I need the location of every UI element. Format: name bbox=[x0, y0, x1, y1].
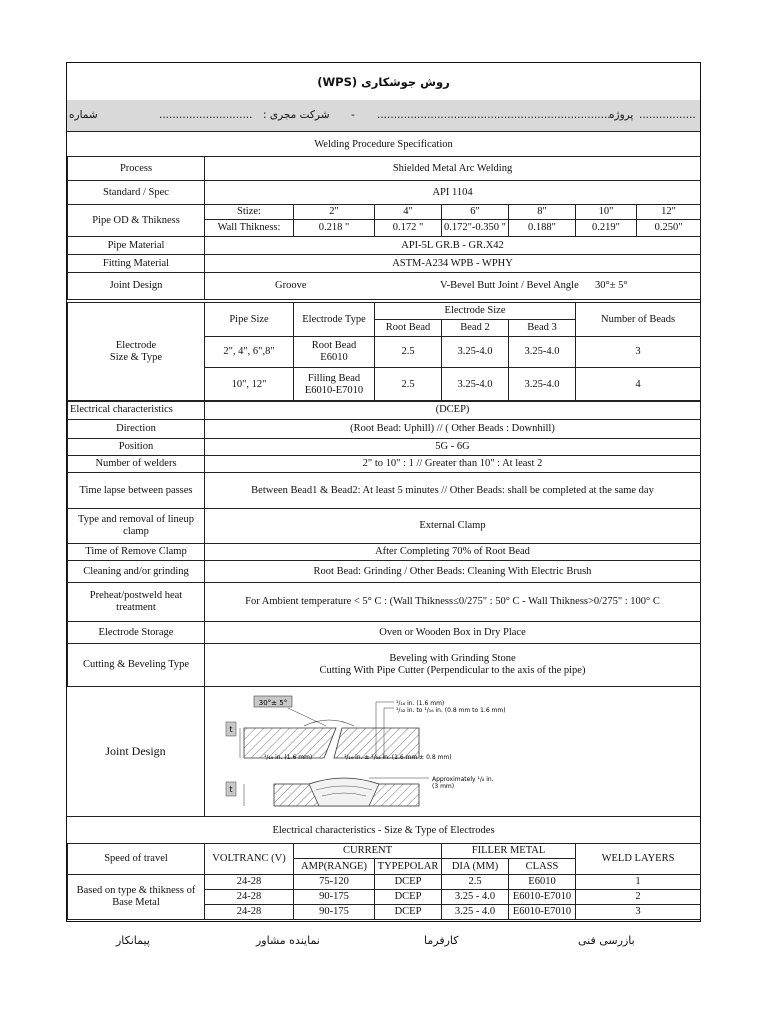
cutting-value-line1: Beveling with Grinding Stone bbox=[389, 653, 516, 665]
volt-header: VOLTRANC (V) bbox=[205, 844, 294, 875]
spec-table bbox=[67, 156, 701, 300]
preheat-row bbox=[68, 583, 701, 622]
dash: - bbox=[351, 109, 355, 121]
standard-label: Standard / Spec bbox=[68, 181, 205, 205]
joint-drawing bbox=[204, 686, 700, 816]
class-header: CLASS bbox=[509, 859, 576, 875]
bead2-cell: 3.25-4.0 bbox=[442, 368, 509, 402]
thickness-mark: t bbox=[229, 725, 233, 734]
remove-clamp-value: After Completing 70% of Root Bead bbox=[205, 544, 701, 561]
pipe-material-value: API-5L GR.B - GR.X42 bbox=[205, 237, 701, 255]
bevel-angle: 30°± 5° bbox=[595, 280, 628, 291]
cutting-value bbox=[205, 644, 701, 687]
table-row bbox=[68, 875, 701, 890]
electrode-type-line2: E6010 bbox=[320, 352, 348, 363]
bevel-arc bbox=[304, 720, 354, 726]
polar-cell: DCEP bbox=[375, 875, 442, 890]
root-bead-cell: 2.5 bbox=[375, 368, 442, 402]
speed-header: Speed of travel bbox=[68, 844, 205, 875]
time-lapse-label: Time lapse between passes bbox=[68, 473, 205, 509]
process-row bbox=[68, 157, 701, 181]
electrode-size-header: Electrode Size bbox=[375, 303, 576, 320]
polar-cell: DCEP bbox=[375, 890, 442, 905]
signature-employer: کارفرما bbox=[424, 934, 459, 947]
pipe-size-row bbox=[68, 205, 701, 220]
time-lapse-value: Between Bead1 & Bead2: At least 5 minutes // Other Beads: shall be completed at the same day bbox=[205, 473, 701, 509]
direction-value: (Root Bead: Uphill) // ( Other Beads : Downhill) bbox=[205, 420, 701, 439]
cleaning-value: Root Bead: Grinding / Other Beads: Cleaning With Electric Brush bbox=[205, 561, 701, 583]
amp-cell: 90-175 bbox=[294, 890, 375, 905]
speed-value: Based on type & thikness of Base Metal bbox=[68, 875, 205, 920]
position-row bbox=[68, 439, 701, 456]
root-bead-header: Root Bead bbox=[375, 320, 442, 337]
bead2-cell: 3.25-4.0 bbox=[442, 337, 509, 368]
joint-design-label: Joint Design bbox=[68, 273, 205, 300]
amp-cell: 90-175 bbox=[294, 905, 375, 920]
note-tolerance: ¹/₁₆ in. ± ¹/₃₂ in. (1.6 mm ± 0.8 mm) bbox=[344, 754, 452, 761]
standard-row bbox=[68, 181, 701, 205]
electrode-label-line1: Electrode bbox=[115, 340, 157, 352]
remove-clamp-label: Time of Remove Clamp bbox=[68, 544, 205, 561]
cutting-label: Cutting & Beveling Type bbox=[68, 644, 205, 687]
electrical-value: (DCEP) bbox=[205, 401, 701, 420]
weld-cap bbox=[309, 778, 379, 806]
angle-tag-text: 30°± 5° bbox=[258, 699, 288, 707]
volt-cell: 24-28 bbox=[205, 905, 294, 920]
electrode-type-header: Electrode Type bbox=[294, 303, 375, 337]
joint-design-value bbox=[205, 273, 701, 300]
cutting-value-line2: Cutting With Pipe Cutter (Perpendicular to the axis of the pipe) bbox=[319, 665, 586, 676]
note-gap: ¹/₁₆ in. (1.6 mm) bbox=[396, 700, 445, 707]
preheat-value: For Ambient temperature < 5° C : (Wall Thikness≤0/275" : 50° C - Wall Thikness>0/275" : 100° C bbox=[205, 583, 701, 622]
wall-value: 0.172 " bbox=[375, 220, 442, 237]
typepolar-header: TYPEPOLAR bbox=[375, 859, 442, 875]
fitting-material-row bbox=[68, 255, 701, 273]
pipe-size-header: Pipe Size bbox=[205, 303, 294, 337]
dia-header: DIA (MM) bbox=[442, 859, 509, 875]
electrical-table bbox=[67, 843, 701, 920]
number-of-beads-header: Number of Beads bbox=[576, 303, 701, 337]
electrode-type-line2: E6010-E7010 bbox=[304, 384, 364, 396]
electrode-header-row bbox=[68, 303, 701, 320]
contractor-label: شرکت مجری : bbox=[263, 109, 330, 121]
class-cell: E6010 bbox=[509, 875, 576, 890]
joint-design-row bbox=[68, 273, 701, 300]
lineup-clamp-value: External Clamp bbox=[205, 509, 701, 544]
header-info-row bbox=[67, 100, 700, 132]
position-label: Position bbox=[68, 439, 205, 456]
polar-cell: DCEP bbox=[375, 905, 442, 920]
wall-value: 0.219" bbox=[576, 220, 637, 237]
leader-line bbox=[288, 708, 326, 726]
current-header: CURRENT bbox=[294, 844, 442, 859]
pipe-size-cell: 10", 12" bbox=[205, 368, 294, 402]
direction-row bbox=[68, 420, 701, 439]
bead3-cell: 3.25-4.0 bbox=[509, 337, 576, 368]
layers-header: WELD LAYERS bbox=[576, 844, 701, 875]
joint-drawing-label: Joint Design bbox=[67, 686, 205, 817]
wall-value: 0.172"-0.350 " bbox=[442, 220, 509, 237]
size-value: 8" bbox=[509, 205, 576, 220]
electrode-label bbox=[68, 303, 205, 402]
pipe-od-label: Pipe OD & Thikness bbox=[68, 205, 205, 237]
electrode-type-line1: Filling Bead bbox=[307, 372, 361, 384]
bevel-text: V-Bevel Butt Joint / Bevel Angle bbox=[440, 280, 579, 291]
beads-count-cell: 3 bbox=[576, 337, 701, 368]
cleaning-row bbox=[68, 561, 701, 583]
welders-row bbox=[68, 456, 701, 473]
electrodes-table-title: Electrical characteristics - Size & Type of Electrodes bbox=[67, 817, 700, 844]
electrode-type-line1: Root Bead bbox=[311, 340, 357, 352]
contractor-dots: ............................ bbox=[159, 109, 253, 121]
remove-clamp-row bbox=[68, 544, 701, 561]
thickness-mark: t bbox=[229, 785, 233, 794]
volt-cell: 24-28 bbox=[205, 875, 294, 890]
time-lapse-row bbox=[68, 473, 701, 509]
signature-consultant: نماینده مشاور bbox=[256, 934, 320, 947]
note-bevel-root: ¹/₁₆ in. (1.6 mm) bbox=[264, 754, 313, 761]
class-cell: E6010-E7010 bbox=[509, 890, 576, 905]
size-value: 6" bbox=[442, 205, 509, 220]
electrical-label: Electrical characteristics bbox=[68, 401, 205, 420]
pipe-size-cell: 2", 4", 6",8" bbox=[205, 337, 294, 368]
preheat-label: Preheat/postweld heat treatment bbox=[68, 583, 205, 622]
joint-drawing-area bbox=[204, 686, 700, 817]
position-value: 5G - 6G bbox=[205, 439, 701, 456]
cutting-row bbox=[68, 644, 701, 687]
class-cell: E6010-E7010 bbox=[509, 905, 576, 920]
volt-cell: 24-28 bbox=[205, 890, 294, 905]
lineup-clamp-row bbox=[68, 509, 701, 544]
direction-label: Direction bbox=[68, 420, 205, 439]
filler-header: FILLER METAL bbox=[442, 844, 576, 859]
storage-row bbox=[68, 622, 701, 644]
standard-value: API 1104 bbox=[205, 181, 701, 205]
project-dots: ....................................................................... bbox=[377, 109, 614, 121]
note-root-face: ¹/₃₂ in. to ¹/₁₆ in. (0.8 mm to 1.6 mm) bbox=[396, 707, 506, 714]
fitting-material-label: Fitting Material bbox=[68, 255, 205, 273]
beads-count-cell: 4 bbox=[576, 368, 701, 402]
fitting-material-value: ASTM-A234 WPB - WPHY bbox=[205, 255, 701, 273]
note-reinforcement: Approximately ¹/₈ in. bbox=[432, 776, 494, 783]
signature-contractor: پیمانکار bbox=[116, 934, 150, 947]
bead2-header: Bead 2 bbox=[442, 320, 509, 337]
electrode-type-cell bbox=[294, 368, 375, 402]
amp-cell: 75-120 bbox=[294, 875, 375, 890]
size-value: 12" bbox=[637, 205, 701, 220]
number-label: شماره bbox=[69, 109, 98, 121]
project-dots-end: ................. bbox=[639, 109, 696, 121]
dia-cell: 2.5 bbox=[442, 875, 509, 890]
size-value: 4" bbox=[375, 205, 442, 220]
bead3-header: Bead 3 bbox=[509, 320, 576, 337]
process-value: Shielded Metal Arc Welding bbox=[205, 157, 701, 181]
welders-value: 2" to 10" : 1 // Greater than 10" : At least 2 bbox=[205, 456, 701, 473]
project-label: پروژه bbox=[609, 109, 634, 121]
wall-label: Wall Thikness: bbox=[205, 220, 294, 237]
dia-cell: 3.25 - 4.0 bbox=[442, 905, 509, 920]
process-label: Process bbox=[68, 157, 205, 181]
layer-cell: 1 bbox=[576, 875, 701, 890]
bead3-cell: 3.25-4.0 bbox=[509, 368, 576, 402]
pipe-material-label: Pipe Material bbox=[68, 237, 205, 255]
electrical-row bbox=[68, 401, 701, 420]
document-title: روش جوشکاری (WPS) bbox=[67, 63, 700, 101]
procedure-table bbox=[67, 400, 701, 687]
lineup-clamp-label: Type and removal of lineup clamp bbox=[68, 509, 205, 544]
cleaning-label: Cleaning and/or grinding bbox=[68, 561, 205, 583]
size-label: Stize: bbox=[205, 205, 294, 220]
pipe-material-row bbox=[68, 237, 701, 255]
electrode-type-cell bbox=[294, 337, 375, 368]
amp-header: AMP(RANGE) bbox=[294, 859, 375, 875]
layer-cell: 2 bbox=[576, 890, 701, 905]
groove-text: Groove bbox=[275, 280, 307, 291]
storage-value: Oven or Wooden Box in Dry Place bbox=[205, 622, 701, 644]
welders-label: Number of welders bbox=[68, 456, 205, 473]
electrical-header-row bbox=[68, 844, 701, 859]
size-value: 2" bbox=[294, 205, 375, 220]
note-reinforcement-mm: (3 mm) bbox=[432, 783, 455, 790]
layer-cell: 3 bbox=[576, 905, 701, 920]
storage-label: Electrode Storage bbox=[68, 622, 205, 644]
signature-inspection: بازرسی فنی bbox=[578, 934, 635, 947]
electrode-table bbox=[67, 302, 701, 402]
root-bead-cell: 2.5 bbox=[375, 337, 442, 368]
wall-value: 0.188" bbox=[509, 220, 576, 237]
wall-value: 0.218 " bbox=[294, 220, 375, 237]
size-value: 10" bbox=[576, 205, 637, 220]
electrode-label-line2: Size & Type bbox=[109, 352, 163, 363]
spec-title: Welding Procedure Specification bbox=[67, 132, 700, 157]
wall-value: 0.250" bbox=[637, 220, 701, 237]
dia-cell: 3.25 - 4.0 bbox=[442, 890, 509, 905]
